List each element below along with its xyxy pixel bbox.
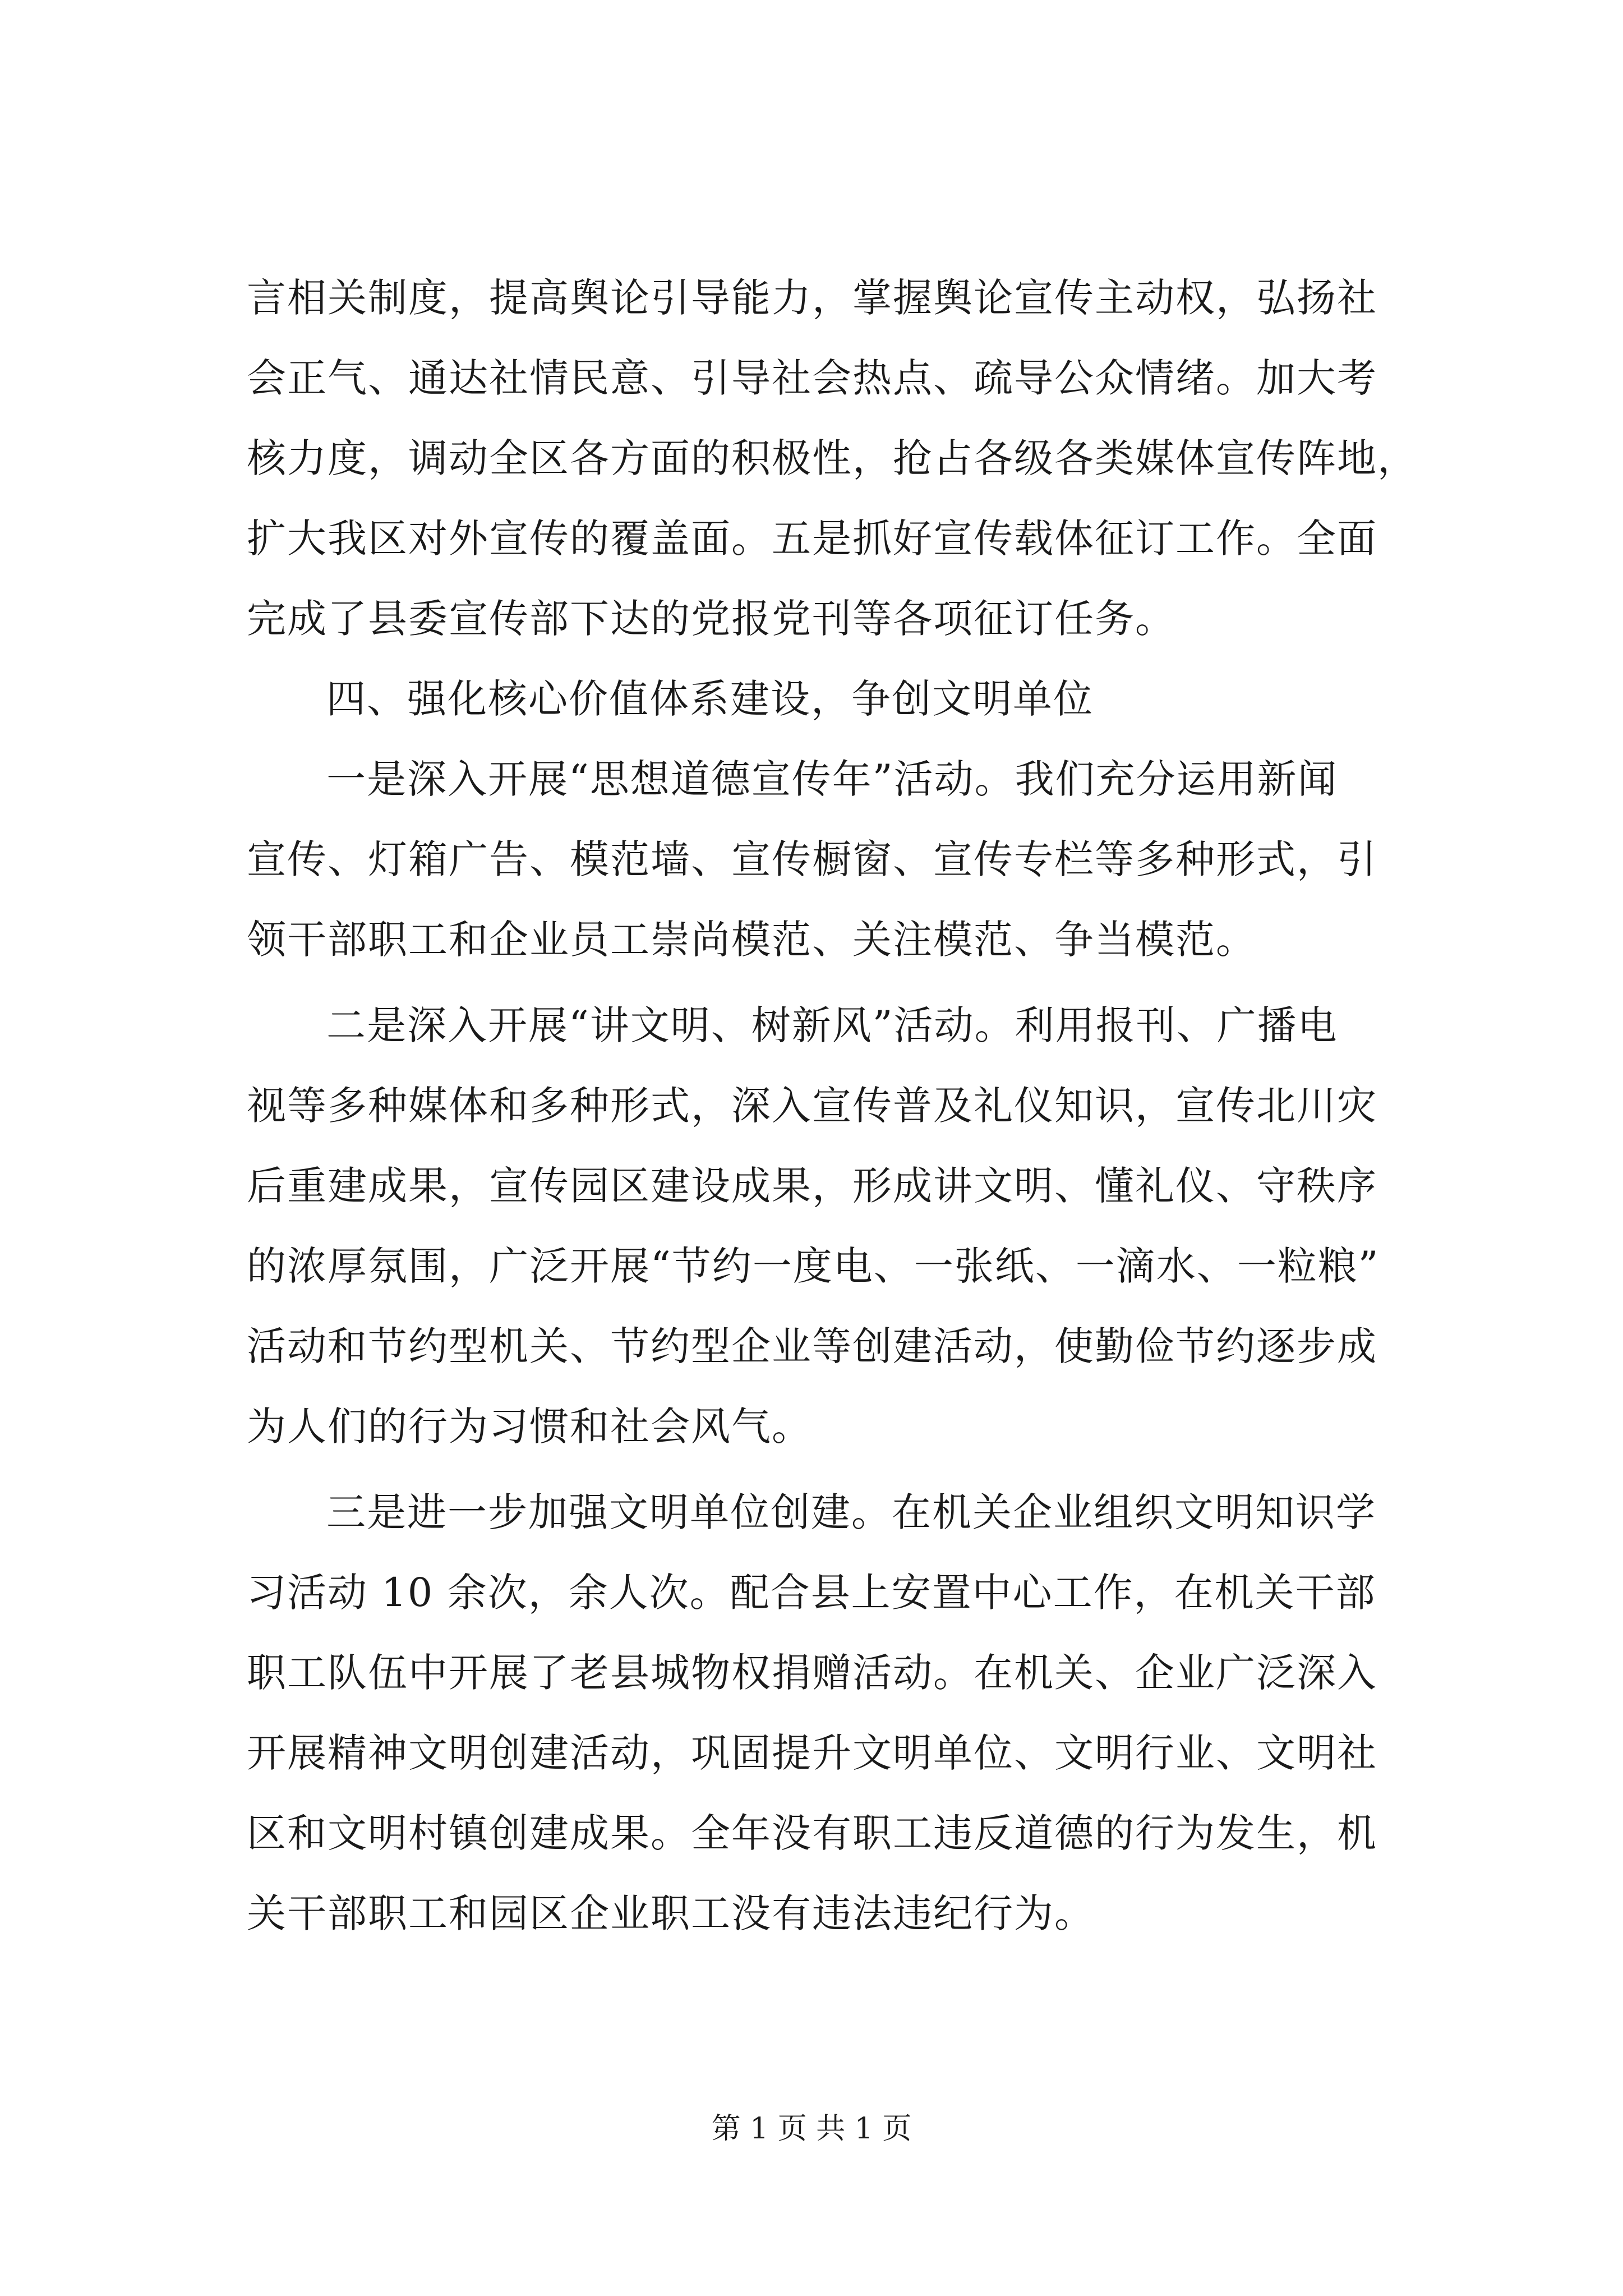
paragraph-continuation xyxy=(247,258,1424,659)
text-line: 活动和节约型机关、节约型企业等创建活动，使勤俭节约逐步成 xyxy=(247,1323,1377,1369)
text-line: 核力度，调动全区各方面的积极性，抢占各级各类媒体宣传阵地， xyxy=(247,435,1418,481)
text-line: 会正气、通达社情民意、引导社会热点、疏导公众情绪。加大考 xyxy=(247,355,1377,401)
text-line: 宣传、灯箱广告、模范墙、宣传橱窗、宣传专栏等多种形式，引 xyxy=(247,836,1377,882)
section-heading xyxy=(247,659,1424,739)
page-number-footer: 第 1 页 共 1 页 xyxy=(711,2112,912,2146)
text-line: 为人们的行为习惯和社会风气。 xyxy=(247,1404,812,1450)
text-line: 言相关制度，提高舆论引导能力，掌握舆论宣传主动权，弘扬社 xyxy=(247,275,1377,321)
text-line: 二是深入开展“讲文明、树新风”活动。利用报刊、广播电 xyxy=(326,1002,1338,1048)
heading-line: 四、强化核心价值体系建设，争创文明单位 xyxy=(326,676,1094,722)
document-body xyxy=(247,258,1424,1954)
paragraph-two xyxy=(247,986,1424,1467)
text-line: 后重建成果，宣传园区建设成果，形成讲文明、懂礼仪、守秩序 xyxy=(247,1163,1377,1209)
text-line: 一是深入开展“思想道德宣传年”活动。我们充分运用新闻 xyxy=(326,756,1338,802)
text-line: 职工队伍中开展了老县城物权捐赠活动。在机关、企业广泛深入 xyxy=(247,1650,1377,1696)
text-line: 完成了县委宣传部下达的党报党刊等各项征订任务。 xyxy=(247,596,1175,642)
text-line: 区和文明村镇创建成果。全年没有职工违反道德的行为发生，机 xyxy=(247,1810,1377,1856)
text-line: 关干部职工和园区企业职工没有违法违纪行为。 xyxy=(247,1890,1095,1936)
text-line: 领干部职工和企业员工崇尚模范、关注模范、争当模范。 xyxy=(247,917,1256,963)
text-line: 习活动 10 余次，余人次。配合县上安置中心工作，在机关干部 xyxy=(247,1570,1376,1616)
paragraph-one xyxy=(247,739,1424,980)
text-line: 扩大我区对外宣传的覆盖面。五是抓好宣传载体征订工作。全面 xyxy=(247,516,1377,562)
text-line: 的浓厚氛围，广泛开展“节约一度电、一张纸、一滴水、一粒粮” xyxy=(247,1243,1380,1289)
text-line: 开展精神文明创建活动，巩固提升文明单位、文明行业、文明社 xyxy=(247,1730,1377,1776)
text-line: 视等多种媒体和多种形式，深入宣传普及礼仪知识，宣传北川灾 xyxy=(247,1083,1377,1129)
text-line: 三是进一步加强文明单位创建。在机关企业组织文明知识学 xyxy=(326,1489,1376,1535)
paragraph-three xyxy=(247,1473,1424,1954)
